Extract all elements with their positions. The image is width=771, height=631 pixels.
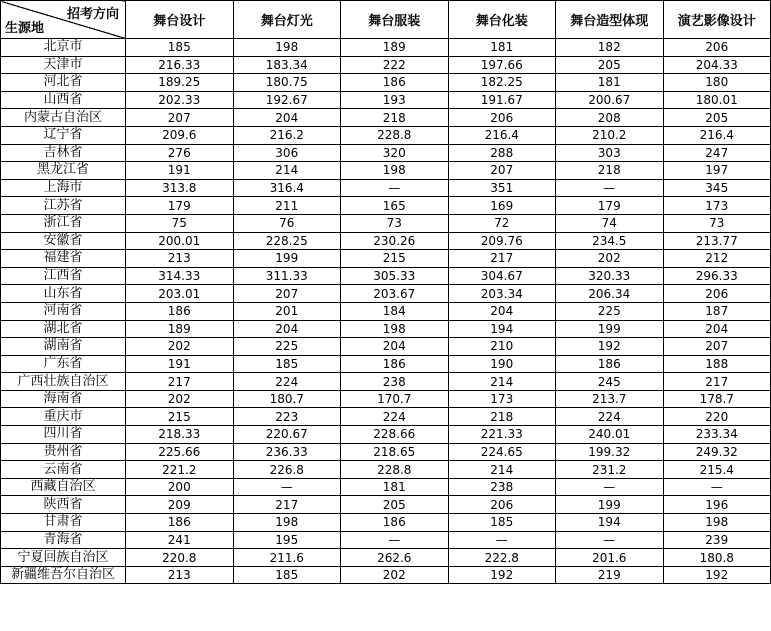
region-cell: 黑龙江省 bbox=[1, 162, 126, 180]
table-row bbox=[1, 426, 771, 444]
score-cell: 204 bbox=[663, 320, 771, 338]
score-cell: 203.67 bbox=[341, 285, 449, 303]
score-cell: 206 bbox=[448, 496, 556, 514]
score-cell: 181 bbox=[556, 74, 664, 92]
score-cell: 204 bbox=[341, 338, 449, 356]
score-cell: 186 bbox=[341, 74, 449, 92]
score-cell: 198 bbox=[341, 320, 449, 338]
score-cell: 186 bbox=[341, 514, 449, 532]
score-cell: 202.33 bbox=[126, 91, 234, 109]
table-row bbox=[1, 74, 771, 92]
score-cell: 224 bbox=[233, 373, 341, 391]
score-cell: 200.67 bbox=[556, 91, 664, 109]
table-row bbox=[1, 91, 771, 109]
score-cell: 186 bbox=[341, 355, 449, 373]
table-row bbox=[1, 126, 771, 144]
score-cell: 182.25 bbox=[448, 74, 556, 92]
score-cell: 179 bbox=[556, 197, 664, 215]
score-cell: 224 bbox=[341, 408, 449, 426]
score-cell: 204 bbox=[233, 320, 341, 338]
score-cell: 222 bbox=[341, 56, 449, 74]
region-cell: 河北省 bbox=[1, 74, 126, 92]
score-cell: 178.7 bbox=[663, 390, 771, 408]
score-cell: 314.33 bbox=[126, 267, 234, 285]
score-cell: 202 bbox=[341, 566, 449, 584]
score-cell: 236.33 bbox=[233, 443, 341, 461]
score-cell: 215 bbox=[126, 408, 234, 426]
score-cell: 202 bbox=[126, 390, 234, 408]
table-row bbox=[1, 531, 771, 549]
region-cell: 江西省 bbox=[1, 267, 126, 285]
table-row bbox=[1, 355, 771, 373]
score-cell: 173 bbox=[448, 390, 556, 408]
region-cell: 青海省 bbox=[1, 531, 126, 549]
score-cell: 218.33 bbox=[126, 426, 234, 444]
score-cell: 216.4 bbox=[663, 126, 771, 144]
score-cell: 220 bbox=[663, 408, 771, 426]
score-cell: 218 bbox=[556, 162, 664, 180]
score-cell: 204 bbox=[233, 109, 341, 127]
score-cell: 73 bbox=[663, 214, 771, 232]
score-cell: 211 bbox=[233, 197, 341, 215]
score-cell: 169 bbox=[448, 197, 556, 215]
score-cell: 217 bbox=[126, 373, 234, 391]
score-cell: 181 bbox=[341, 478, 449, 496]
score-cell: 195 bbox=[233, 531, 341, 549]
score-cell: 233.34 bbox=[663, 426, 771, 444]
column-header: 舞台造型体现 bbox=[556, 1, 664, 39]
score-cell: 223 bbox=[233, 408, 341, 426]
score-cell: 217 bbox=[233, 496, 341, 514]
score-cell: 224 bbox=[556, 408, 664, 426]
table-row bbox=[1, 461, 771, 479]
score-cell: — bbox=[341, 531, 449, 549]
score-cell: 72 bbox=[448, 214, 556, 232]
score-cell: 189 bbox=[341, 39, 449, 57]
table-header bbox=[1, 1, 771, 39]
score-cell: 180.75 bbox=[233, 74, 341, 92]
score-cell: 184 bbox=[341, 302, 449, 320]
score-cell: 207 bbox=[233, 285, 341, 303]
table-row bbox=[1, 162, 771, 180]
score-cell: 214 bbox=[448, 373, 556, 391]
score-cell: 306 bbox=[233, 144, 341, 162]
score-cell: 189.25 bbox=[126, 74, 234, 92]
score-cell: 216.4 bbox=[448, 126, 556, 144]
table-row bbox=[1, 566, 771, 584]
score-cell: 228.25 bbox=[233, 232, 341, 250]
score-cell: 313.8 bbox=[126, 179, 234, 197]
score-cell: 220.67 bbox=[233, 426, 341, 444]
score-cell: 213 bbox=[126, 250, 234, 268]
score-cell: 238 bbox=[448, 478, 556, 496]
region-cell: 海南省 bbox=[1, 390, 126, 408]
score-cell: 316.4 bbox=[233, 179, 341, 197]
table-row bbox=[1, 214, 771, 232]
score-cell: 170.7 bbox=[341, 390, 449, 408]
score-cell: 225 bbox=[233, 338, 341, 356]
score-cell: 239 bbox=[663, 531, 771, 549]
table-row bbox=[1, 549, 771, 567]
score-cell: 215 bbox=[341, 250, 449, 268]
table-row bbox=[1, 514, 771, 532]
score-cell: 191 bbox=[126, 162, 234, 180]
score-cell: 188 bbox=[663, 355, 771, 373]
score-cell: 185 bbox=[448, 514, 556, 532]
score-cell: 305.33 bbox=[341, 267, 449, 285]
table-row bbox=[1, 373, 771, 391]
score-cell: 199 bbox=[556, 496, 664, 514]
score-cell: — bbox=[233, 478, 341, 496]
score-cell: 193 bbox=[341, 91, 449, 109]
region-cell: 河南省 bbox=[1, 302, 126, 320]
score-cell: 180.7 bbox=[233, 390, 341, 408]
score-cell: 215.4 bbox=[663, 461, 771, 479]
score-cell: 238 bbox=[341, 373, 449, 391]
score-cell: 165 bbox=[341, 197, 449, 215]
score-cell: 225.66 bbox=[126, 443, 234, 461]
score-cell: 230.26 bbox=[341, 232, 449, 250]
score-cell: 206 bbox=[448, 109, 556, 127]
score-cell: 201 bbox=[233, 302, 341, 320]
score-cell: 206.34 bbox=[556, 285, 664, 303]
score-cell: 218 bbox=[448, 408, 556, 426]
score-cell: 203.01 bbox=[126, 285, 234, 303]
score-cell: — bbox=[663, 478, 771, 496]
score-cell: 214 bbox=[233, 162, 341, 180]
score-cell: 186 bbox=[556, 355, 664, 373]
score-cell: 201.6 bbox=[556, 549, 664, 567]
region-cell: 浙江省 bbox=[1, 214, 126, 232]
region-cell: 安徽省 bbox=[1, 232, 126, 250]
region-cell: 重庆市 bbox=[1, 408, 126, 426]
score-cell: 213.7 bbox=[556, 390, 664, 408]
table-row bbox=[1, 302, 771, 320]
score-cell: 180 bbox=[663, 74, 771, 92]
score-cell: 210.2 bbox=[556, 126, 664, 144]
region-cell: 甘肃省 bbox=[1, 514, 126, 532]
score-cell: 221.33 bbox=[448, 426, 556, 444]
score-cell: 234.5 bbox=[556, 232, 664, 250]
score-cell: 75 bbox=[126, 214, 234, 232]
region-cell: 云南省 bbox=[1, 461, 126, 479]
table-row bbox=[1, 390, 771, 408]
score-cell: 187 bbox=[663, 302, 771, 320]
region-cell: 山东省 bbox=[1, 285, 126, 303]
region-cell: 湖南省 bbox=[1, 338, 126, 356]
score-cell: 203.34 bbox=[448, 285, 556, 303]
score-cell: — bbox=[341, 179, 449, 197]
score-cell: 194 bbox=[448, 320, 556, 338]
region-cell: 新疆维吾尔自治区 bbox=[1, 566, 126, 584]
score-cell: 219 bbox=[556, 566, 664, 584]
score-cell: 180.01 bbox=[663, 91, 771, 109]
table-row bbox=[1, 179, 771, 197]
score-cell: 185 bbox=[126, 39, 234, 57]
column-header: 舞台服装 bbox=[341, 1, 449, 39]
region-cell: 四川省 bbox=[1, 426, 126, 444]
score-cell: 217 bbox=[448, 250, 556, 268]
score-cell: 209.6 bbox=[126, 126, 234, 144]
score-cell: 76 bbox=[233, 214, 341, 232]
score-cell: 190 bbox=[448, 355, 556, 373]
score-cell: 249.32 bbox=[663, 443, 771, 461]
score-cell: 173 bbox=[663, 197, 771, 215]
table-row bbox=[1, 56, 771, 74]
score-cell: 213.77 bbox=[663, 232, 771, 250]
score-cell: 218.65 bbox=[341, 443, 449, 461]
score-cell: 224.65 bbox=[448, 443, 556, 461]
score-cell: 196 bbox=[663, 496, 771, 514]
table-row bbox=[1, 478, 771, 496]
region-cell: 北京市 bbox=[1, 39, 126, 57]
score-cell: 212 bbox=[663, 250, 771, 268]
header-row bbox=[1, 1, 771, 39]
region-cell: 天津市 bbox=[1, 56, 126, 74]
score-cell: — bbox=[556, 478, 664, 496]
corner-header-cell bbox=[1, 1, 126, 39]
score-cell: 288 bbox=[448, 144, 556, 162]
score-cell: 217 bbox=[663, 373, 771, 391]
score-cell: 209 bbox=[126, 496, 234, 514]
score-cell: 205 bbox=[556, 56, 664, 74]
region-cell: 贵州省 bbox=[1, 443, 126, 461]
table-row bbox=[1, 496, 771, 514]
region-cell: 湖北省 bbox=[1, 320, 126, 338]
score-cell: 198 bbox=[341, 162, 449, 180]
score-cell: 210 bbox=[448, 338, 556, 356]
score-cell: 192 bbox=[663, 566, 771, 584]
score-cell: 191 bbox=[126, 355, 234, 373]
score-cell: 194 bbox=[556, 514, 664, 532]
table-body bbox=[1, 39, 771, 584]
score-cell: 74 bbox=[556, 214, 664, 232]
region-cell: 山西省 bbox=[1, 91, 126, 109]
region-cell: 内蒙古自治区 bbox=[1, 109, 126, 127]
region-cell: 广西壮族自治区 bbox=[1, 373, 126, 391]
score-cell: 197.66 bbox=[448, 56, 556, 74]
score-cell: 345 bbox=[663, 179, 771, 197]
score-cell: 222.8 bbox=[448, 549, 556, 567]
score-cell: 73 bbox=[341, 214, 449, 232]
score-cell: 207 bbox=[448, 162, 556, 180]
column-header: 演艺影像设计 bbox=[663, 1, 771, 39]
table-row bbox=[1, 232, 771, 250]
score-cell: 199 bbox=[556, 320, 664, 338]
table-row bbox=[1, 443, 771, 461]
score-cell: 202 bbox=[126, 338, 234, 356]
region-cell: 广东省 bbox=[1, 355, 126, 373]
score-cell: 216.33 bbox=[126, 56, 234, 74]
score-cell: 200 bbox=[126, 478, 234, 496]
score-cell: 320.33 bbox=[556, 267, 664, 285]
score-cell: 206 bbox=[663, 39, 771, 57]
score-cell: 304.67 bbox=[448, 267, 556, 285]
score-cell: 209.76 bbox=[448, 232, 556, 250]
score-cell: 228.66 bbox=[341, 426, 449, 444]
region-cell: 西藏自治区 bbox=[1, 478, 126, 496]
score-cell: 218 bbox=[341, 109, 449, 127]
score-cell: 186 bbox=[126, 514, 234, 532]
score-cell: 204 bbox=[448, 302, 556, 320]
score-cell: — bbox=[556, 531, 664, 549]
region-cell: 辽宁省 bbox=[1, 126, 126, 144]
corner-label-origin: 生源地 bbox=[5, 21, 45, 36]
column-header: 舞台设计 bbox=[126, 1, 234, 39]
score-cell: 185 bbox=[233, 355, 341, 373]
score-cell: 228.8 bbox=[341, 461, 449, 479]
score-cell: — bbox=[448, 531, 556, 549]
region-cell: 上海市 bbox=[1, 179, 126, 197]
score-cell: 220.8 bbox=[126, 549, 234, 567]
table-row bbox=[1, 285, 771, 303]
score-cell: 205 bbox=[663, 109, 771, 127]
score-cell: 216.2 bbox=[233, 126, 341, 144]
table-row bbox=[1, 408, 771, 426]
score-cell: 180.8 bbox=[663, 549, 771, 567]
score-cell: 199.32 bbox=[556, 443, 664, 461]
score-cell: 214 bbox=[448, 461, 556, 479]
region-cell: 吉林省 bbox=[1, 144, 126, 162]
region-cell: 江苏省 bbox=[1, 197, 126, 215]
table-row bbox=[1, 320, 771, 338]
table-row bbox=[1, 267, 771, 285]
table-row bbox=[1, 338, 771, 356]
score-cell: 197 bbox=[663, 162, 771, 180]
table-row bbox=[1, 250, 771, 268]
score-cell: 211.6 bbox=[233, 549, 341, 567]
score-cell: 241 bbox=[126, 531, 234, 549]
column-header: 舞台灯光 bbox=[233, 1, 341, 39]
score-cell: 213 bbox=[126, 566, 234, 584]
score-cell: 192.67 bbox=[233, 91, 341, 109]
score-cell: 199 bbox=[233, 250, 341, 268]
column-header: 舞台化装 bbox=[448, 1, 556, 39]
score-cell: 205 bbox=[341, 496, 449, 514]
score-cell: 311.33 bbox=[233, 267, 341, 285]
score-cell: 296.33 bbox=[663, 267, 771, 285]
score-cell: 183.34 bbox=[233, 56, 341, 74]
score-cell: 276 bbox=[126, 144, 234, 162]
score-cell: — bbox=[556, 179, 664, 197]
score-cell: 207 bbox=[663, 338, 771, 356]
table-row bbox=[1, 109, 771, 127]
score-cell: 202 bbox=[556, 250, 664, 268]
score-cell: 245 bbox=[556, 373, 664, 391]
score-cell: 225 bbox=[556, 302, 664, 320]
table-row bbox=[1, 197, 771, 215]
score-cell: 185 bbox=[233, 566, 341, 584]
score-cell: 320 bbox=[341, 144, 449, 162]
score-cell: 303 bbox=[556, 144, 664, 162]
score-cell: 181 bbox=[448, 39, 556, 57]
score-cell: 206 bbox=[663, 285, 771, 303]
score-cell: 191.67 bbox=[448, 91, 556, 109]
score-cell: 189 bbox=[126, 320, 234, 338]
table-row bbox=[1, 39, 771, 57]
score-cell: 228.8 bbox=[341, 126, 449, 144]
score-cell: 226.8 bbox=[233, 461, 341, 479]
score-cell: 198 bbox=[233, 514, 341, 532]
score-cell: 198 bbox=[663, 514, 771, 532]
score-cell: 231.2 bbox=[556, 461, 664, 479]
corner-label-direction: 招考方向 bbox=[66, 7, 119, 22]
score-cell: 351 bbox=[448, 179, 556, 197]
score-cell: 247 bbox=[663, 144, 771, 162]
region-cell: 福建省 bbox=[1, 250, 126, 268]
score-cell: 182 bbox=[556, 39, 664, 57]
score-cell: 192 bbox=[448, 566, 556, 584]
region-cell: 陕西省 bbox=[1, 496, 126, 514]
score-cell: 262.6 bbox=[341, 549, 449, 567]
score-cell: 204.33 bbox=[663, 56, 771, 74]
score-cell: 207 bbox=[126, 109, 234, 127]
score-cell: 208 bbox=[556, 109, 664, 127]
region-cell: 宁夏回族自治区 bbox=[1, 549, 126, 567]
table-row bbox=[1, 144, 771, 162]
score-cell: 200.01 bbox=[126, 232, 234, 250]
score-cell: 221.2 bbox=[126, 461, 234, 479]
score-cell: 192 bbox=[556, 338, 664, 356]
score-cell: 186 bbox=[126, 302, 234, 320]
score-cell: 240.01 bbox=[556, 426, 664, 444]
score-cell: 179 bbox=[126, 197, 234, 215]
score-cell: 198 bbox=[233, 39, 341, 57]
